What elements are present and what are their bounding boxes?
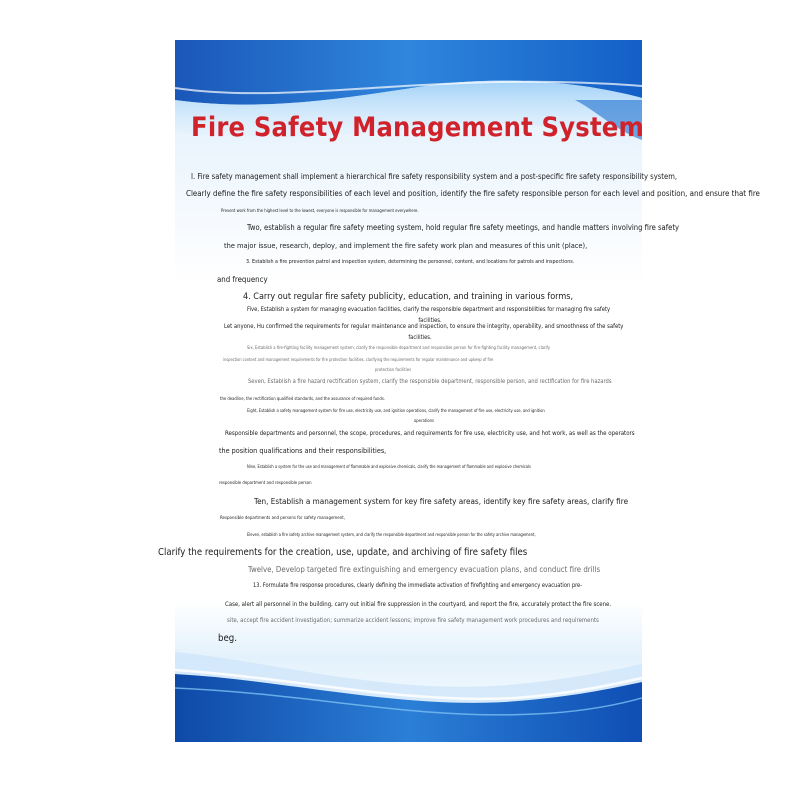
text-line-17: the deadline, the rectification qualified standards, and the assurance of required funds. (220, 396, 385, 401)
text-line-22: Nine, Establish a system for the use and management of flammable and explosive chemicals, clarify the management of flammable and explosive chemicals (247, 464, 531, 469)
text-line-27: Clarify the requirements for the creation, use, update, and archiving of fire safety files (158, 547, 528, 558)
text-line-12: facilities. (408, 335, 432, 341)
text-line-28: Twelve, Develop targeted fire extinguishing and emergency evacuation plans, and conduct fire drills (248, 565, 601, 574)
text-line-1: I. Fire safety management shall implement a hierarchical fire safety responsibility system and a post-specific fire safety responsibility system, (191, 172, 678, 181)
text-line-11: Let anyone, Hu confirmed the requirements for regular maintenance and inspection, to ensure the integrity, operability, and smoothness of the safety (224, 324, 624, 330)
fire-safety-poster (175, 40, 642, 742)
text-line-15: protection facilities (374, 367, 412, 372)
text-line-10: facilities. (418, 318, 442, 324)
text-line-13: Six, Establish a fire-fighting facility management system, clarify the responsible department and responsible person for fire-fighting facility management, clarify (247, 345, 551, 350)
text-line-5: the major issue, research, deploy, and implement the fire safety work plan and measures of this unit (place), (224, 241, 588, 250)
text-line-4: Two, establish a regular fire safety meeting system, hold regular fire safety meetings, and handle matters involving fire safety (247, 223, 680, 232)
bottom-wave-decoration (175, 632, 642, 742)
text-line-32: beg. (218, 633, 238, 644)
text-line-26: Eleven, establish a fire safety archive management system, and clarify the responsible department and responsible person for the safety archive management, (247, 532, 536, 537)
text-line-7: and frequency (217, 275, 268, 284)
text-line-20: Responsible departments and personnel, the scope, procedures, and requirements for fire use, electricity use, and hot work, as well as the operators (225, 430, 635, 437)
text-line-31: site, accept fire accident investigation; summarize accident lessons; improve fire safety management work procedures and requirements (227, 617, 599, 624)
top-wave-decoration (175, 40, 642, 180)
text-line-18: Eight, Establish a safety management system for fire use, electricity use, and ignition operations, clarify the management of fire use, electricity use, and ignition (247, 408, 545, 413)
text-line-8: 4. Carry out regular fire safety publicity, education, and training in various forms, (243, 292, 574, 302)
text-line-30: Case, alert all personnel in the building, carry out initial fire suppression in the courtyard, and report the fire, accurately protect the fire scene. (225, 601, 612, 608)
text-line-14: inspection content and management requirements for fire protection facilities, clarifying the requirements for regular maintenance and upkeep of fire (223, 357, 494, 362)
text-line-25: Responsible departments and persons for safety management, (220, 516, 345, 521)
text-line-21: the position qualifications and their responsibilities, (219, 446, 387, 455)
poster-title: Fire Safety Management System (191, 112, 644, 143)
text-line-2: Clearly define the fire safety responsibilities of each level and position, identify the fire safety responsible person for each level and position, and ensure that fire (186, 189, 760, 198)
text-line-3: Prevent work from the highest level to the lowest, everyone is responsible for management everywhere. (221, 208, 419, 213)
text-line-19: operations (413, 418, 435, 423)
text-line-23: responsible department and responsible person (219, 481, 312, 486)
text-line-16: Seven, Establish a fire hazard rectification system, clarify the responsible department, responsible person, and rectification for fire hazards (248, 379, 612, 385)
text-line-29: 13. Formulate fire response procedures, clearly defining the immediate activation of firefighting and emergency evacuation pre- (253, 583, 583, 589)
text-line-6: 3. Establish a fire prevention patrol and inspection system, determining the personnel, content, and locations for patrols and inspections. (246, 259, 575, 265)
text-line-24: Ten, Establish a management system for key fire safety areas, identify key fire safety areas, clarify fire (254, 496, 629, 506)
text-line-9: Five, Establish a system for managing evacuation facilities, clarify the responsible department and responsibilities for managing fire safety (247, 307, 611, 313)
